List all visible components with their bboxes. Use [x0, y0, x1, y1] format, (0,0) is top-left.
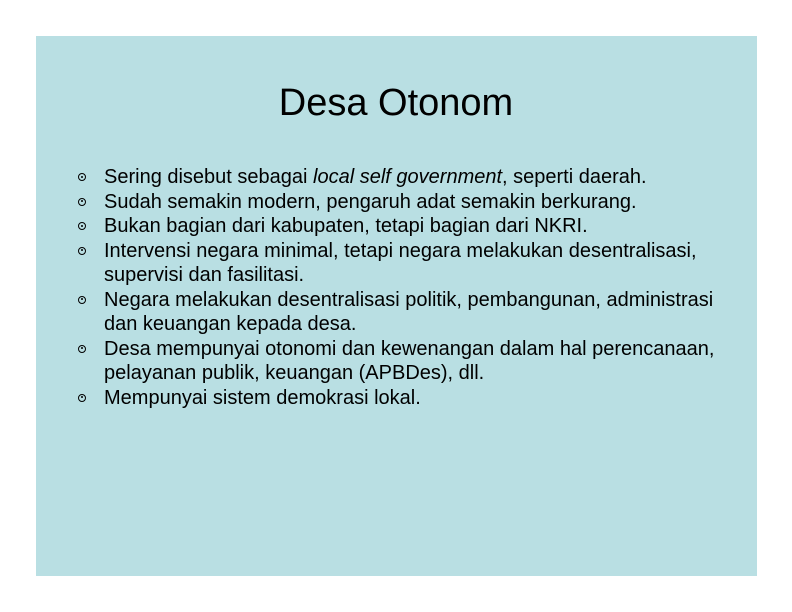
bullet-text: Mempunyai sistem demokrasi lokal. — [104, 386, 421, 409]
bullet-text: Intervensi negara minimal, tetapi negara melakukan desentralisasi, supervisi dan fasilitasi. — [104, 239, 697, 286]
bullet-text-italic: local self government — [313, 166, 503, 188]
bullet-text: Sering disebut sebagai — [104, 166, 314, 188]
bullet-text: Sudah semakin modern, pengaruh adat semakin berkurang. — [104, 190, 637, 213]
bullet-icon — [78, 247, 86, 255]
slide-title: Desa Otonom — [278, 82, 514, 124]
bullet-item — [78, 337, 718, 386]
bullet-icon — [78, 173, 86, 181]
bullet-item — [78, 214, 718, 239]
bullet-item — [78, 386, 718, 411]
bullet-list — [78, 165, 718, 410]
bullet-text: Bukan bagian dari kabupaten, tetapi bagian dari NKRI. — [104, 215, 588, 237]
bullet-text: , seperti daerah. — [502, 166, 647, 188]
bullet-icon — [78, 394, 86, 402]
bullet-item — [78, 165, 718, 190]
bullet-text: Negara melakukan desentralisasi politik, pembangunan, administrasi dan keuangan kepada desa. — [104, 288, 714, 335]
bullet-item — [78, 288, 718, 337]
bullet-icon — [78, 198, 86, 206]
bullet-icon — [78, 345, 86, 353]
bullet-icon — [78, 222, 86, 230]
bullet-item — [78, 190, 718, 215]
bullet-item — [78, 239, 718, 288]
bullet-icon — [78, 296, 86, 304]
bullet-text: Desa mempunyai otonomi dan kewenangan dalam hal perencanaan, pelayanan publik, keuangan (APBDes), dll. — [104, 337, 715, 384]
